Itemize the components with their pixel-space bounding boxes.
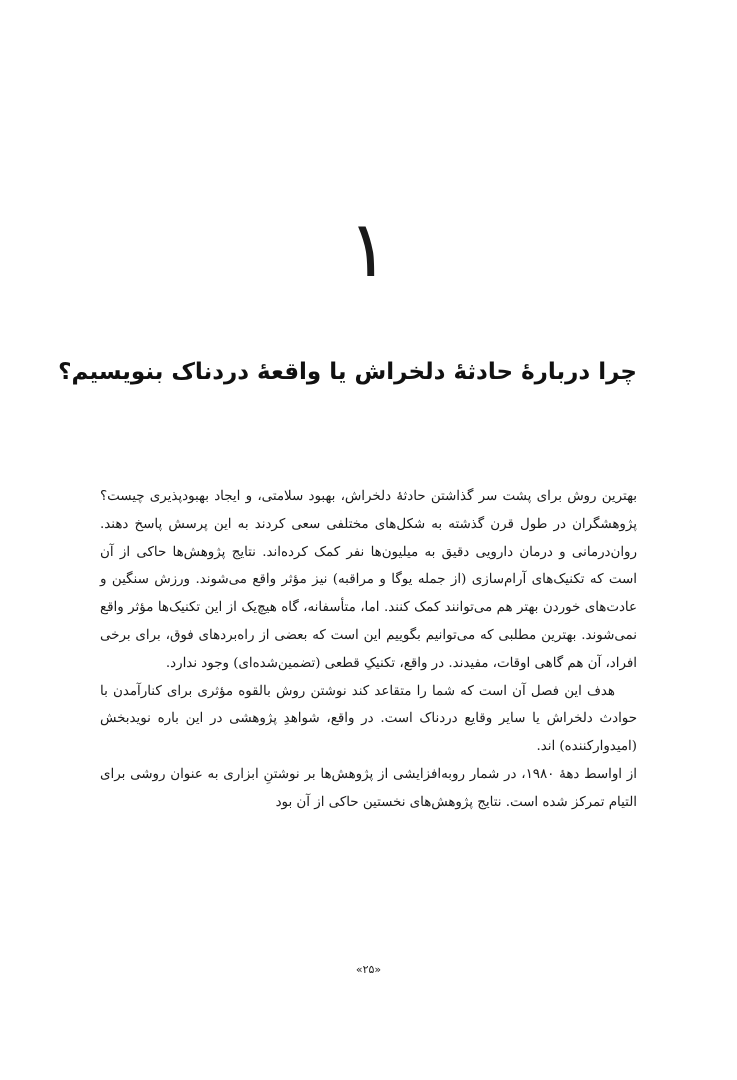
chapter-title: چرا دربارۀ حادثۀ دلخراش یا واقعۀ دردناک بنویسیم؟ xyxy=(58,359,637,385)
paragraph: هدف این فصل آن است که شما را متقاعد کند نوشتن روش بالقوه مؤثری برای کنارآمدن با حوادث دلخراش یا سایر وقایع دردناک است. در واقع، شواهدِ پژوهشی در این باره نویدبخش (امیدوارکننده) اند. xyxy=(100,683,637,755)
paragraph: از اواسط دهۀ ۱۹۸۰، در شمار روبه‌افزایشی از پژوهش‌ها بر نوشتنِ ابزاری به عنوان روشی برای التیام تمرکز شده است. نتایج پژوهش‌های نخستین حاکی از آن بود xyxy=(100,766,637,810)
chapter-number: ۱ xyxy=(347,205,390,295)
body-text xyxy=(100,483,637,817)
page-number: «۲۵» xyxy=(355,963,382,976)
paragraph: بهترین روش برای پشت سر گذاشتن حادثۀ دلخراش، بهبود سلامتی، و ایجاد بهبودپذیری چیست؟ پژوهشگران در طول قرن گذشته به شکل‌های مختلفی سعی کردند به این پرسش پاسخ دهند. روان‌درمانی و درمان دارویی دقیق به میلیون‌ها نفر کمک کرده‌اند. نتایج پژوهش‌ها حاکی از آن است که تکنیک‌های آرام‌سازی (از جمله یوگا و مراقبه) نیز مؤثر واقع می‌شوند. ورزش سنگین و عادت‌های خوردن بهتر هم می‌توانند کمک کنند. اما، متأسفانه، گاه هیچ‌یک از این تکنیک‌ها مؤثر واقع نمی‌شوند. بهترین مطلبی که می‌توانیم بگوییم این است که بعضی از راه‌بردهای فوق، برای برخی افراد، آن هم گاهی اوقات، مفیدند. در واقع، تکنیکِ قطعی (تضمین‌شده‌ای) وجود ندارد. xyxy=(100,489,637,671)
